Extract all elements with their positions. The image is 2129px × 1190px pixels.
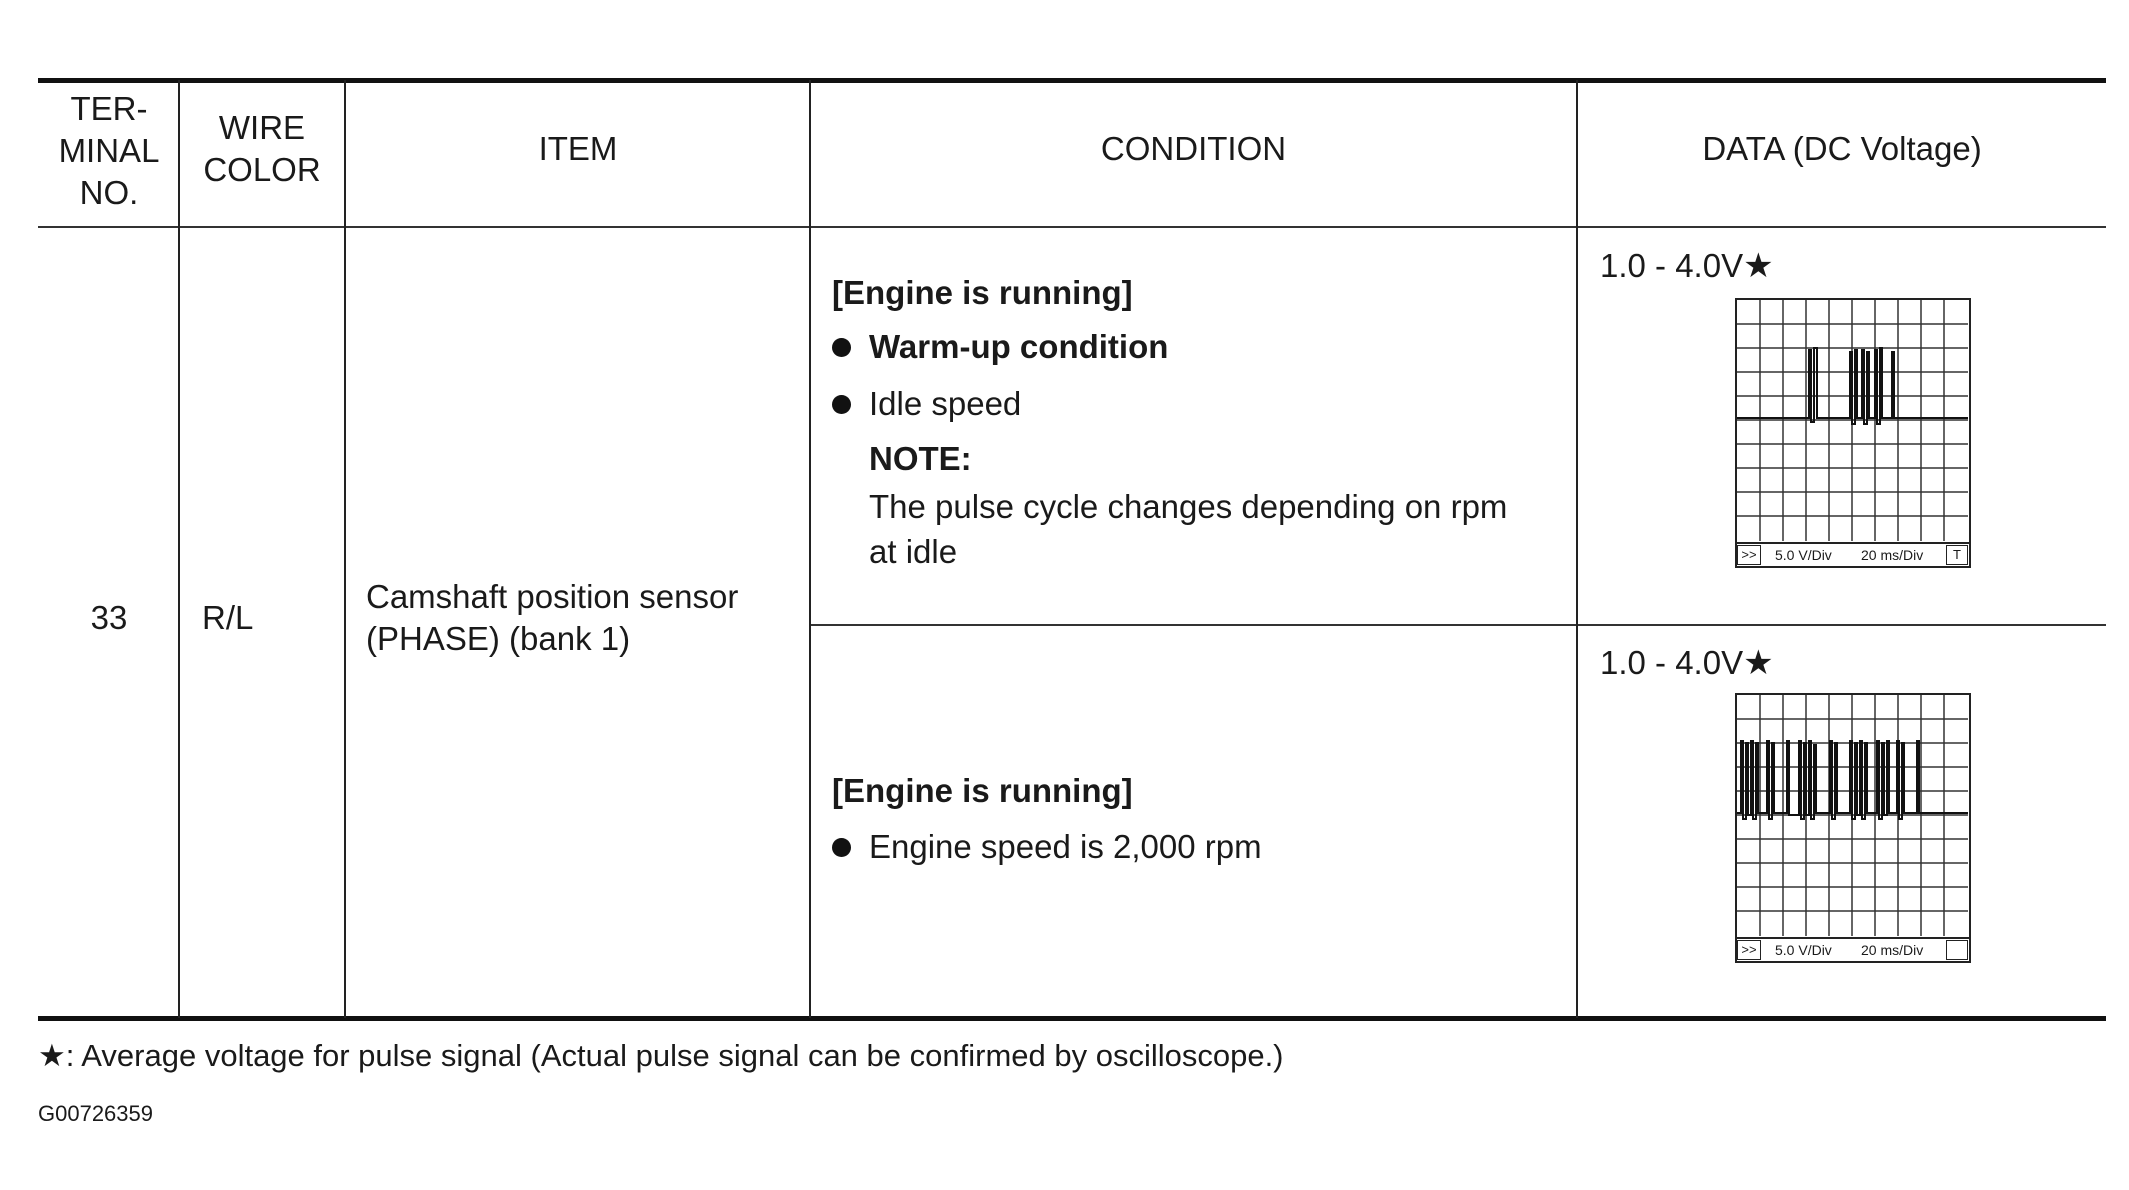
scope-tdiv-label: 20 ms/Div <box>1861 942 1924 958</box>
star-icon: ★ <box>1743 247 1774 285</box>
condition-1-note-text <box>869 484 1507 574</box>
waveform-grid-1 <box>1737 300 1968 541</box>
condition-1-bullet-1 <box>832 326 1168 368</box>
scope-footer-2 <box>1737 937 1969 961</box>
voltage-range: 1.0 - 4.0V <box>1600 247 1744 284</box>
header-item: ITEM <box>538 130 618 167</box>
header-bottom-rule <box>38 226 2106 228</box>
item-description <box>366 576 806 660</box>
bullet-dot <box>832 338 851 357</box>
bullet-text: Idle speed <box>869 385 1022 422</box>
footnote: ★: Average voltage for pulse signal (Actual pulse signal can be confirmed by oscilloscope.) <box>38 1038 1284 1073</box>
col-divider-3 <box>809 80 811 1018</box>
header-wire-color <box>180 107 344 191</box>
star-icon: ★ <box>1743 644 1774 682</box>
scope-footer-1 <box>1737 542 1969 566</box>
wire-color: R/L <box>202 599 254 636</box>
item-line-1: Camshaft position sensor <box>366 578 739 615</box>
col-divider-1 <box>178 80 180 1018</box>
header-terminal-line-1: TER- <box>70 90 148 127</box>
scope-arrow-box: >> <box>1737 545 1761 565</box>
oscilloscope-waveform-1 <box>1735 298 1971 568</box>
header-condition: CONDITION <box>1100 130 1287 167</box>
bullet-dot <box>832 395 851 414</box>
oscilloscope-waveform-2 <box>1735 693 1971 963</box>
waveform-grid-2 <box>1737 695 1968 936</box>
condition-1-heading: [Engine is running] <box>832 274 1133 311</box>
col-divider-2 <box>344 80 346 1018</box>
scope-arrow-box: >> <box>1737 940 1761 960</box>
data-value-2 <box>1600 642 1774 684</box>
item-line-2: (PHASE) (bank 1) <box>366 620 631 657</box>
condition-2-heading: [Engine is running] <box>832 772 1133 809</box>
table-top-rule <box>38 78 2106 83</box>
table-bottom-rule <box>38 1016 2106 1021</box>
scope-vdiv-label: 5.0 V/Div <box>1775 942 1832 958</box>
condition-2-bullet-1 <box>832 826 1262 868</box>
scope-tdiv-label: 20 ms/Div <box>1861 547 1924 563</box>
header-wire-line-1: WIRE <box>218 109 306 146</box>
header-data: DATA (DC Voltage) <box>1702 130 1982 167</box>
header-terminal-line-2: MINAL <box>58 132 160 169</box>
bullet-text: Warm-up condition <box>869 328 1169 365</box>
pulse-trace-1 <box>1737 348 1968 424</box>
scope-vdiv-label: 5.0 V/Div <box>1775 547 1832 563</box>
terminal-number: 33 <box>90 599 128 636</box>
header-terminal-line-3: NO. <box>79 174 139 211</box>
scope-blank-box <box>1946 940 1968 960</box>
bullet-text: Engine speed is 2,000 rpm <box>869 828 1262 865</box>
col-divider-4 <box>1576 80 1578 1018</box>
data-value-1 <box>1600 245 1774 287</box>
condition-1-bullet-2 <box>832 383 1021 425</box>
scope-trigger-box: T <box>1946 545 1968 565</box>
bullet-dot <box>832 838 851 857</box>
note-line-1: The pulse cycle changes depending on rpm <box>869 488 1508 525</box>
condition-divider-rule <box>810 624 2106 626</box>
voltage-range: 1.0 - 4.0V <box>1600 644 1744 681</box>
note-line-2: at idle <box>869 533 958 570</box>
header-terminal-no <box>40 88 178 214</box>
figure-id: G00726359 <box>38 1101 153 1126</box>
header-wire-line-2: COLOR <box>203 151 321 188</box>
pulse-trace-2 <box>1737 741 1968 819</box>
condition-1-note-title: NOTE: <box>869 440 972 477</box>
